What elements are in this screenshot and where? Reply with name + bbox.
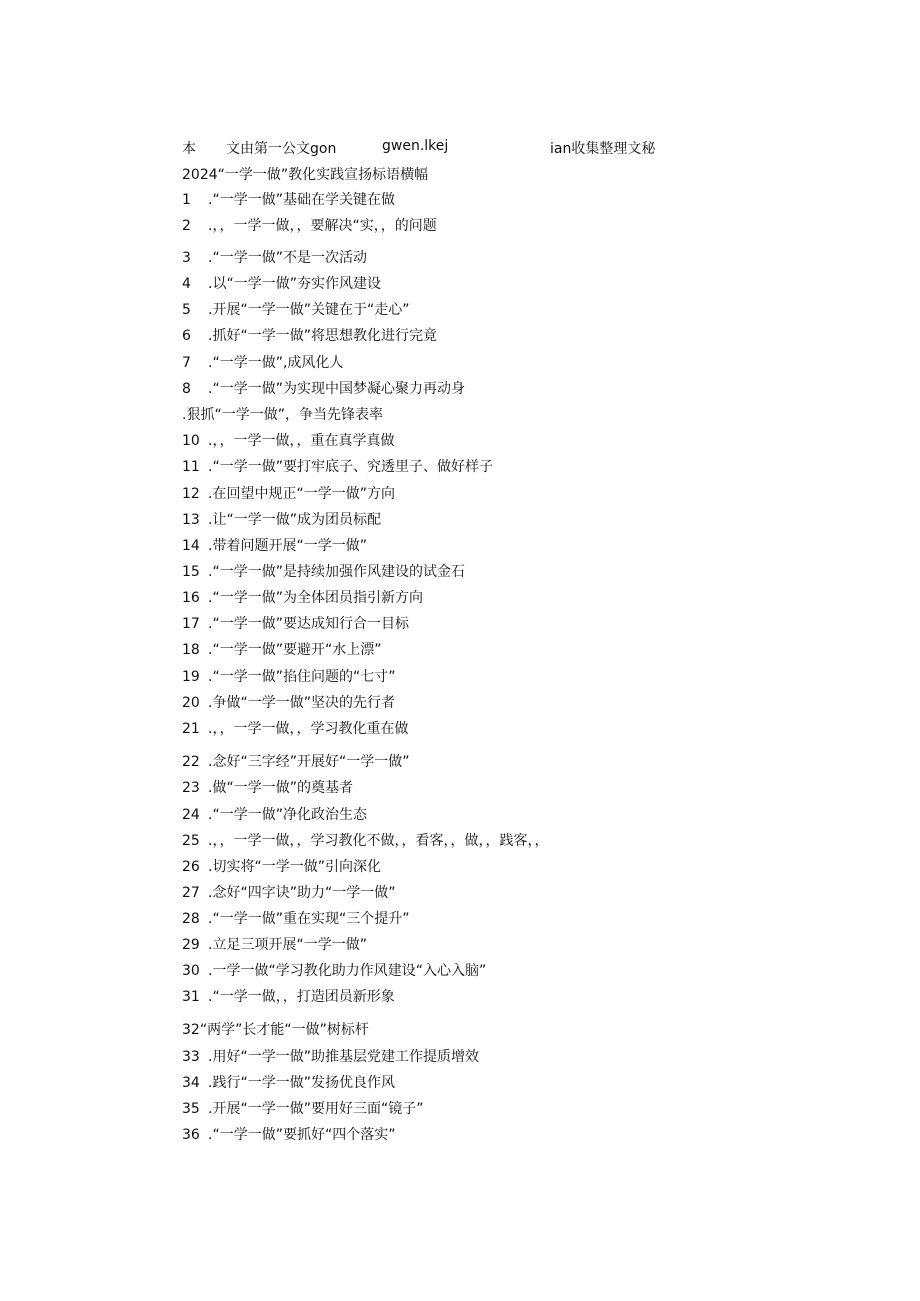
list-item: [182, 510, 381, 530]
item-number: 29: [182, 937, 200, 953]
item-text: .让“一学一做”成为团员标配: [208, 512, 381, 528]
item-text: .带着问题开展“一学一做”: [208, 538, 367, 554]
source-note-part: 本: [182, 141, 196, 157]
item-number: 22: [182, 754, 200, 770]
list-item: [182, 935, 367, 955]
list-item: [182, 883, 395, 903]
list-item: [182, 353, 343, 373]
item-text: .“一学一做”为实现中国梦凝心聚力再动身: [208, 381, 465, 397]
list-item: [182, 961, 486, 981]
list-item: [182, 719, 408, 739]
source-note-part: 文由第一公文gon: [226, 141, 337, 157]
item-number: 35: [182, 1101, 200, 1117]
list-item: [182, 909, 409, 929]
item-number: 1: [182, 192, 191, 208]
item-text: .“一学一做”重在实现“三个提升”: [208, 911, 410, 927]
list-item: [182, 1125, 395, 1145]
item-text: .“一学一做”不是一次活动: [208, 250, 367, 266]
item-number: 33: [182, 1049, 200, 1065]
list-item: [182, 614, 409, 634]
list-item: [182, 216, 437, 236]
item-text: .开展“一学一做”关键在于“走心”: [208, 302, 410, 318]
item-text: .，，一学一做，，重在真学真做: [208, 433, 395, 449]
item-number: 26: [182, 859, 200, 875]
item-text: .开展“一学一做”要用好三面“镜子”: [208, 1101, 424, 1117]
list-item: [182, 300, 409, 320]
list-item: [182, 987, 395, 1007]
item-text: .用好“一学一做”助推基层党建工作提质增效: [208, 1049, 479, 1065]
item-number: 12: [182, 486, 200, 502]
list-item: [182, 752, 409, 772]
item-number: 8: [182, 381, 191, 397]
item-number: 3: [182, 250, 191, 266]
item-text: .立足三项开展“一学一做”: [208, 937, 367, 953]
list-item: [182, 274, 381, 294]
list-item: [182, 536, 367, 556]
item-number: 30: [182, 963, 200, 979]
item-text: .“一学一做”要打牢底子、究透里子、做好样子: [208, 459, 493, 475]
item-number: 5: [182, 302, 191, 318]
item-text: .“一学一做”基础在学关键在做: [208, 192, 395, 208]
item-number: 16: [182, 590, 200, 606]
item-text: .念好“三字经”开展好“一学一做”: [208, 754, 410, 770]
list-item: [182, 831, 548, 851]
item-number: 27: [182, 885, 200, 901]
list-item: [182, 857, 381, 877]
item-text: .一学一做“学习教化助力作风建设“入心入脑”: [208, 963, 487, 979]
item-number: 4: [182, 276, 191, 292]
item-text: .“一学一做”,成风化人: [208, 355, 344, 371]
item-text: .“一学一做”是持续加强作风建设的试金石: [208, 564, 465, 580]
list-item: [182, 588, 423, 608]
list-item: [182, 1099, 423, 1119]
item-text: .“一学一做，，打造团员新形象: [208, 989, 395, 1005]
item-number: 18: [182, 642, 200, 658]
item-number: 10: [182, 433, 200, 449]
list-item: [182, 190, 395, 210]
list-item: [182, 1020, 369, 1040]
item-text: .做“一学一做”的奠基者: [208, 780, 353, 796]
list-item: [182, 640, 381, 660]
item-number: 11: [182, 459, 200, 475]
item-text: .，，一学一做，，要解决“实，，的问题: [208, 218, 437, 234]
item-number: 34: [182, 1075, 200, 1091]
item-text: .切实将“一学一做”引向深化: [208, 859, 381, 875]
item-text: .“一学一做”要达成知行合一目标: [208, 616, 409, 632]
item-number: 14: [182, 538, 200, 554]
list-item: [182, 431, 394, 451]
item-text: .念好“四字诀”助力“一学一做”: [208, 885, 396, 901]
item-number: 13: [182, 512, 200, 528]
item-text: .践行“一学一做”发扬优良作风: [208, 1075, 395, 1091]
list-item: [182, 1073, 395, 1093]
item-text: .“一学一做”要避开“水上漂”: [208, 642, 382, 658]
list-item: [182, 562, 465, 582]
item-text: .，，一学一做，，学习教化不做，，看客，，做，，践客，，: [208, 833, 549, 849]
list-item: [182, 484, 395, 504]
item-number: 19: [182, 669, 200, 685]
list-item: [182, 326, 437, 346]
source-note-part: gwen.lkej: [382, 138, 449, 154]
item-text: .“一学一做”要抓好“四个落实”: [208, 1127, 396, 1143]
item-text: 32“两学”长才能“一做”树标杆: [182, 1022, 369, 1038]
item-number: 6: [182, 328, 191, 344]
item-text: .以“一学一做”夯实作风建设: [208, 276, 381, 292]
item-text: .在回望中规正“一学一做”方向: [208, 486, 395, 502]
item-number: 2: [182, 218, 191, 234]
item-text: .“一学一做”为全体团员指引新方向: [208, 590, 423, 606]
list-item: [182, 379, 465, 399]
item-number: 24: [182, 807, 200, 823]
item-text: .“一学一做”净化政治生态: [208, 807, 367, 823]
item-text: .争做“一学一做”坚决的先行者: [208, 695, 395, 711]
list-item: [182, 693, 395, 713]
list-item: [182, 667, 395, 687]
item-text: .，，一学一做，，学习教化重在做: [208, 721, 409, 737]
item-number: 23: [182, 780, 200, 796]
item-number: 28: [182, 911, 200, 927]
document-title: 2024“一学一做”教化实践宣扬标语横幅: [182, 167, 429, 183]
list-item: [182, 1047, 479, 1067]
list-item: [182, 778, 353, 798]
item-number: 21: [182, 721, 200, 737]
list-item: [182, 248, 367, 268]
list-item: [182, 457, 493, 477]
item-number: 20: [182, 695, 200, 711]
item-number: 17: [182, 616, 200, 632]
item-number: 25: [182, 833, 200, 849]
item-number: 7: [182, 355, 191, 371]
item-text: .“一学一做”掐住问题的“七寸”: [208, 669, 396, 685]
list-item: [182, 405, 383, 425]
item-text: .狠抓“一学一做”，争当先锋表率: [182, 407, 383, 423]
item-text: .抓好“一学一做”将思想教化进行完竟: [208, 328, 437, 344]
list-item: [182, 805, 367, 825]
source-note-part: ian收集整理文秘: [550, 141, 656, 157]
source-note: [182, 138, 682, 160]
item-number: 15: [182, 564, 200, 580]
item-number: 31: [182, 989, 200, 1005]
item-number: 36: [182, 1127, 200, 1143]
